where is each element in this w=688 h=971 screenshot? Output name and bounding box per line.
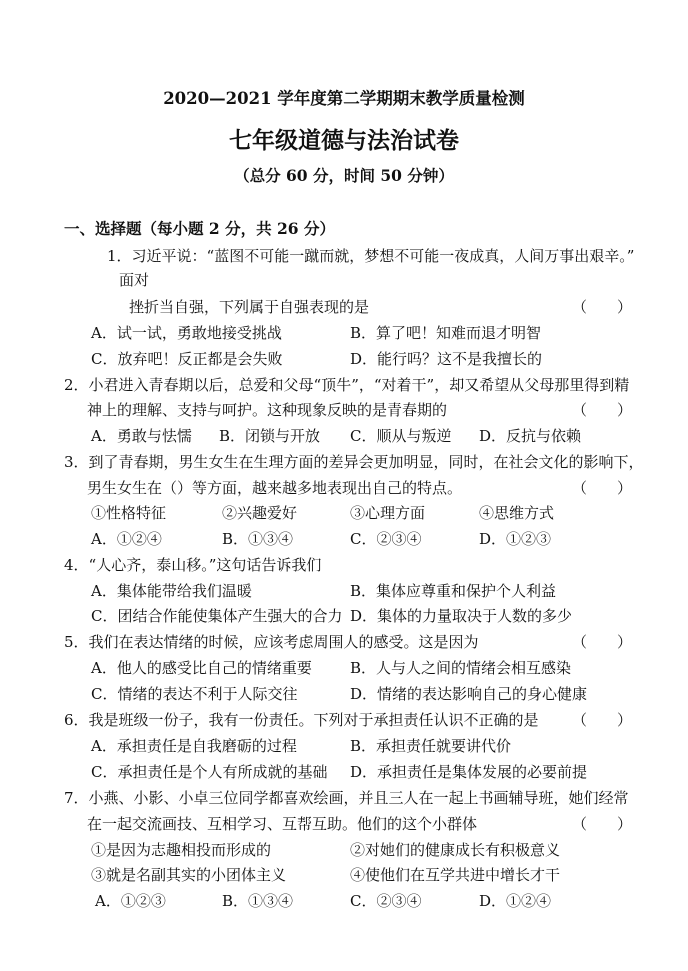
- q4-option-c: C．团结合作能使集体产生强大的合力: [91, 607, 343, 625]
- q5-answer-blank: （ ）: [572, 633, 633, 651]
- q7-option-c: C．②③④: [350, 892, 422, 910]
- q5-option-b: B．人与人之间的情绪会相互感染: [350, 659, 572, 677]
- q3-item-2: ②兴趣爱好: [222, 504, 298, 522]
- q5-option-d: D．情绪的表达影响自己的身心健康: [350, 685, 588, 703]
- q3-option-c: C．②③④: [350, 530, 422, 548]
- q7-item-1: ①是因为志趣相投而形成的: [91, 841, 272, 859]
- q6-option-b: B．承担责任就要讲代价: [350, 737, 512, 755]
- q4-option-b: B．集体应尊重和保护个人利益: [350, 582, 557, 600]
- q7-item-2: ②对她们的健康成长有积极意义: [350, 841, 561, 859]
- q3-item-1: ①性格特征: [91, 504, 167, 522]
- q1-stem-line-3: 挫折当自强，下列属于自强表现的是: [129, 298, 370, 316]
- q7-stem-line-1: 7．小燕、小影、小卓三位同学都喜欢绘画，并且三人在一起上书画辅导班，她们经常: [64, 789, 629, 807]
- q7-answer-blank: （ ）: [572, 815, 633, 833]
- q4-option-d: D．集体的力量取决于人数的多少: [350, 607, 573, 625]
- q3-stem-line-2: 男生女生在（）等方面，越来越多地表现出自己的特点。: [87, 479, 463, 497]
- q2-answer-blank: （ ）: [572, 401, 633, 419]
- q1-option-a: A．试一试，勇敢地接受挑战: [91, 324, 282, 342]
- q1-option-b: B．算了吧！知难而退才明智: [350, 324, 542, 342]
- q5-option-c: C．情绪的表达不利于人际交往: [91, 685, 298, 703]
- q2-option-a: A．勇敢与怯懦: [91, 427, 192, 445]
- section-heading: 一、选择题（每小题 2 分，共 26 分）: [64, 219, 335, 238]
- q1-answer-blank: （ ）: [572, 298, 633, 316]
- q6-stem-line-1: 6．我是班级一份子，我有一份责任。下列对于承担责任认识不正确的是: [64, 711, 539, 729]
- q7-item-4: ④使他们在互学共进中增长才干: [350, 866, 561, 884]
- q3-option-a: A．①②④: [91, 530, 162, 548]
- q2-stem-line-2: 神上的理解、支持与呵护。这种现象反映的是青春期的: [87, 401, 448, 419]
- q2-option-c: C．顺从与叛逆: [350, 427, 452, 445]
- q3-item-3: ③心理方面: [350, 504, 426, 522]
- q2-stem-line-1: 2．小君进入青春期以后，总爱和父母“顶牛”，“对着干”，却又希望从父母那里得到精: [64, 376, 630, 394]
- q5-stem-line-1: 5．我们在表达情绪的时候，应该考虑周围人的感受。这是因为: [64, 633, 479, 651]
- q3-option-d: D．①②③: [479, 530, 552, 548]
- q4-stem-line-1: 4．“人心齐，泰山移。”这句话告诉我们: [64, 556, 322, 574]
- exam-title: 七年级道德与法治试卷: [229, 127, 459, 154]
- q6-option-c: C．承担责任是个人有所成就的基础: [91, 763, 328, 781]
- q3-answer-blank: （ ）: [572, 479, 633, 497]
- q1-stem-line-2: 面对: [119, 271, 150, 289]
- q7-option-b: B．①③④: [222, 892, 294, 910]
- q4-option-a: A．集体能带给我们温暖: [91, 582, 252, 600]
- q5-option-a: A．他人的感受比自己的情绪重要: [91, 659, 312, 677]
- q7-option-d: D．①②④: [479, 892, 552, 910]
- q7-option-a: A．①②③: [95, 892, 166, 910]
- q2-option-b: B．闭锁与开放: [219, 427, 321, 445]
- q1-option-c: C．放弃吧！反正都是会失败: [91, 350, 283, 368]
- exam-header-line: 2020—2021 学年度第二学期期末教学质量检测: [163, 89, 525, 108]
- q3-item-4: ④思维方式: [479, 504, 555, 522]
- q7-stem-line-2: 在一起交流画技、互相学习、互帮互助。他们的这个小群体: [87, 815, 478, 833]
- q1-stem-line-1: 1．习近平说：“蓝图不可能一蹴而就，梦想不可能一夜成真，人间万事出艰辛。”: [107, 247, 635, 265]
- q7-item-3: ③就是名副其实的小团体主义: [91, 866, 287, 884]
- q6-option-d: D．承担责任是集体发展的必要前提: [350, 763, 588, 781]
- q3-option-b: B．①③④: [222, 530, 294, 548]
- q1-option-d: D．能行吗？这不是我擅长的: [350, 350, 543, 368]
- q6-option-a: A．承担责任是自我磨砺的过程: [91, 737, 297, 755]
- q2-option-d: D．反抗与依赖: [479, 427, 582, 445]
- q6-answer-blank: （ ）: [572, 711, 633, 729]
- q3-stem-line-1: 3．到了青春期，男生女生在生理方面的差异会更加明显，同时，在社会文化的影响下，: [64, 453, 644, 471]
- exam-subtitle: （总分 60 分，时间 50 分钟）: [234, 166, 454, 185]
